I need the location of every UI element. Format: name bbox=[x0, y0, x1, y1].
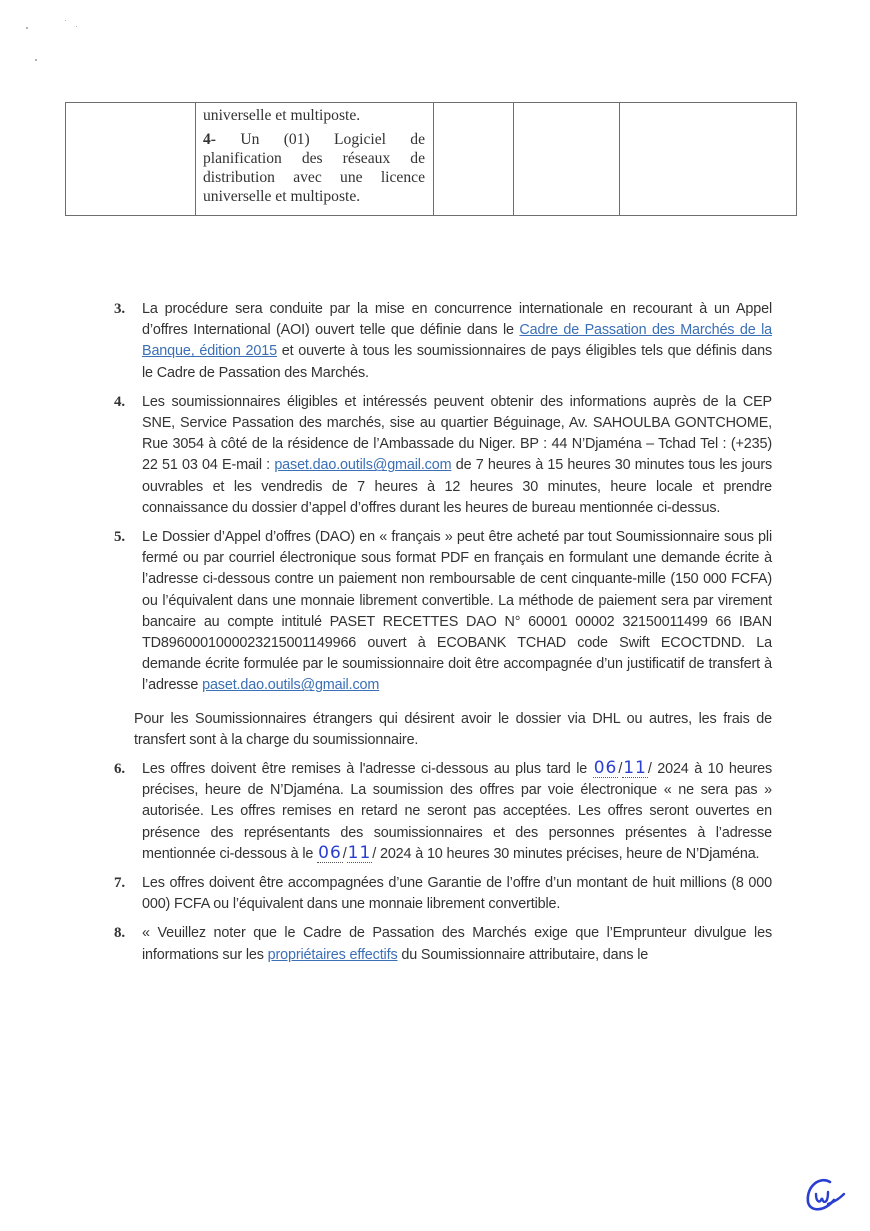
procurement-framework-link[interactable]: Cadre de Passation des Marchés de la Banque, édition 2015 bbox=[142, 322, 772, 360]
clause-text: du Soumissionnaire attributaire, dans le bbox=[397, 946, 649, 963]
date-separator: / bbox=[618, 761, 623, 778]
clause-text: « Veuillez noter que le Cadre de Passation des Marchés exige que l’Emprunteur divulgue les informations sur les bbox=[142, 925, 772, 963]
scan-speck bbox=[26, 27, 28, 29]
beneficial-owners-link[interactable]: propriétaires effectifs bbox=[267, 946, 398, 963]
handwritten-initials-icon bbox=[800, 1172, 848, 1220]
handwritten-month: 11 bbox=[347, 842, 372, 863]
clause-text: de 7 heures à 15 heures 30 minutes tous les jours ouvrables et les vendredis de 7 heures à 12 heures 30 minutes, heure locale et prendre connaissance du dossier d’appel d’offres durant les heures de bureau mentionnée ci-dessus. bbox=[142, 457, 773, 516]
date-separator: / bbox=[342, 845, 347, 862]
clause-number: 4. bbox=[114, 393, 125, 410]
item-number: 4- bbox=[203, 131, 216, 148]
table-cell-3 bbox=[434, 103, 514, 215]
clause-text: à 10 heures précises, heure de N’Djaména. La soumission des offres par voie électronique « ne sera pas » autorisée. Les offres remises en retard ne seront pas acceptées. Les offres seront ouvertes en présence des représentants des soumissionnaires et des personnes présentes à l’adresse mentionnée ci-dessous à le bbox=[142, 761, 772, 862]
clause-number: 7. bbox=[114, 875, 125, 892]
clause-number: 8. bbox=[114, 925, 125, 942]
date-day-field bbox=[317, 842, 343, 863]
table-cell-1 bbox=[66, 103, 196, 215]
clause-7 bbox=[112, 873, 772, 915]
clause-text: / 2024 à 10 heures 30 minutes précises, heure de N’Djaména. bbox=[372, 845, 760, 862]
email-link[interactable]: paset.dao.outils@gmail.com bbox=[202, 677, 380, 694]
clause-text: Les offres doivent être remises à l'adresse ci-dessous au plus tard le bbox=[142, 761, 593, 778]
clause-text: Les soumissionnaires éligibles et intéressés peuvent obtenir des informations auprès de la CEP SNE, Service Passation des marchés, sise au quartier Béguinage, Av. SAHOULBA GONTCHOME, Rue 3054 à côté de la résidence de l’Ambassade du Niger. BP : 44 N’Djaména – Tchad Tel : (+235) 22 51 03 04 E-mail : bbox=[142, 393, 772, 474]
clause-number: 6. bbox=[114, 761, 125, 778]
clause-6 bbox=[112, 759, 772, 865]
clause-4 bbox=[112, 392, 772, 519]
clause-number: 5. bbox=[114, 529, 125, 546]
date-month-field bbox=[347, 842, 373, 863]
clause-number: 3. bbox=[114, 301, 125, 317]
date-day-field bbox=[593, 758, 619, 779]
foreign-bidders-note: Pour les Soumissionnaires étrangers qui désirent avoir le dossier via DHL ou autres, les frais de transfert sont à la charge du soumissionnaire. bbox=[134, 710, 772, 748]
email-link[interactable]: paset.dao.outils@gmail.com bbox=[274, 457, 452, 474]
table-cell-description bbox=[196, 103, 434, 215]
date-year: / 2024 bbox=[647, 761, 689, 778]
clause-text: Le Dossier d’Appel d’offres (DAO) en « français » peut être acheté par tout Soumissionnaire sous pli fermé ou par courriel électronique sous format PDF en français en formulant une demande écrite à l’adresse ci-dessous contre un paiement non remboursable de cent cinquante-mille (150 000 FCFA) ou l’équivalent dans une monnaie librement convertible. La méthode de paiement sera par virement bancaire au compte intitulé PASET RECETTES DAO N° 60001 00002 32150011499 66 IBAN TD8960001000023215001149966 ouvert à ECOBANK TCHAD code Swift ECOCTDND. La demande écrite formulée par le soumissionnaire doit être accompagnée d’un justificatif de transfert à l’adresse bbox=[142, 529, 772, 694]
description-item-4 bbox=[203, 130, 425, 206]
clause-5 bbox=[112, 527, 772, 697]
items-table-continuation bbox=[65, 102, 797, 216]
scan-speck bbox=[65, 20, 66, 21]
handwritten-day: 06 bbox=[318, 842, 342, 863]
clause-text: La procédure sera conduite par la mise en concurrence internationale en recourant à un Appel d’offres International (AOI) ouvert telle que définie dans le bbox=[142, 301, 772, 339]
description-line: universelle et multiposte. bbox=[203, 107, 361, 124]
clause-text: et ouverte à tous les soumissionnaires de pays éligibles tels que définis dans le Cadre de Passation des Marchés. bbox=[142, 343, 773, 381]
handwritten-month: 11 bbox=[623, 758, 647, 779]
scan-speck bbox=[76, 26, 77, 27]
clauses-list bbox=[112, 299, 772, 974]
handwritten-day: 06 bbox=[593, 758, 618, 779]
item-text: Un (01) Logiciel de planification des réseaux de distribution avec une licence universelle et multiposte. bbox=[203, 131, 425, 205]
clause-8 bbox=[112, 923, 772, 965]
table-cell-4 bbox=[514, 103, 620, 215]
clause-text: Les offres doivent être accompagnées d’une Garantie de l’offre d’un montant de huit millions (8 000 000) FCFA ou l’équivalent dans une monnaie librement convertible. bbox=[142, 875, 772, 913]
date-month-field bbox=[622, 758, 648, 779]
scan-speck bbox=[35, 59, 37, 61]
table-cell-5 bbox=[620, 103, 796, 215]
clause-3 bbox=[112, 299, 772, 384]
